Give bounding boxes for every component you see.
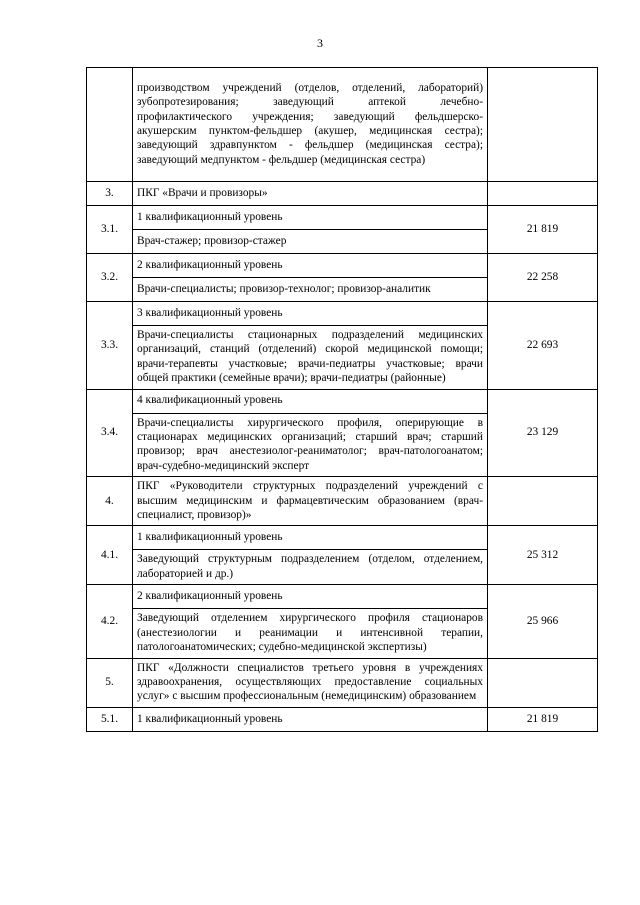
row-number-cell: 5.1.: [87, 707, 133, 731]
table-row: [87, 302, 598, 326]
table-row: [87, 206, 598, 230]
position-text-cell: Заведующий структурным подразделением (отделом, отделением, лабораторией и др.): [133, 550, 488, 585]
position-text-cell: Врачи-специалисты; провизор-технолог; провизор-аналитик: [133, 278, 488, 302]
table-row: [87, 526, 598, 550]
salary-cell: 23 129: [488, 389, 598, 477]
qualification-level-cell: 1 квалификационный уровень: [133, 707, 488, 731]
table-row: [87, 389, 598, 413]
qualification-level-cell: 1 квалификационный уровень: [133, 526, 488, 550]
position-text-cell: Врачи-специалисты стационарных подразделений медицинских организаций, станций (отделений) скорой медицинской помощи; врачи-терапевты участковые; врачи-педиатры участковые; врачи общей практики (семейные врачи); врачи-педиатры (районные): [133, 326, 488, 390]
table-row: [87, 477, 598, 526]
table-row: [87, 68, 598, 182]
salary-cell: [488, 477, 598, 526]
qualification-level-cell: 3 квалификационный уровень: [133, 302, 488, 326]
salary-cell: [488, 68, 598, 182]
salary-cell: [488, 658, 598, 707]
row-number-cell: 4.1.: [87, 526, 133, 585]
qualification-level-cell: 1 квалификационный уровень: [133, 206, 488, 230]
table-row: [87, 182, 598, 206]
salary-cell: 21 819: [488, 707, 598, 731]
row-number-cell: 3.: [87, 182, 133, 206]
salary-cell: 25 312: [488, 526, 598, 585]
position-text-cell: Врач-стажер; провизор-стажер: [133, 230, 488, 254]
row-number-cell: 3.3.: [87, 302, 133, 390]
group-title-cell: ПКГ «Врачи и провизоры»: [133, 182, 488, 206]
table-row: [87, 254, 598, 278]
position-text-cell: Заведующий отделением хирургического профиля стационаров (анестезиологии и реанимации и интенсивной терапии, патологоанатомических; судебно-медицинской экспертизы): [133, 609, 488, 658]
page-number: 3: [317, 36, 323, 50]
salary-table: [86, 67, 598, 732]
row-number-cell: 4.2.: [87, 585, 133, 658]
row-number-cell: 4.: [87, 477, 133, 526]
salary-cell: 22 693: [488, 302, 598, 390]
qualification-level-cell: 4 квалификационный уровень: [133, 389, 488, 413]
row-number-cell: 3.4.: [87, 389, 133, 477]
row-number-cell: [87, 68, 133, 182]
position-text-cell: производством учреждений (отделов, отделений, лабораторий) зубопротезирования; заведующий аптекой лечебно-профилактического учреждения; заведующий фельдшерско-акушерским пунктом-фельдшер (акушер, медицинская сестра); заведующий здравпунктом - фельдшер (медицинская сестра); заведующий медпунктом - фельдшер (медицинская сестра): [133, 68, 488, 182]
table-row: [87, 658, 598, 707]
salary-cell: 21 819: [488, 206, 598, 254]
table-row: [87, 707, 598, 731]
salary-cell: [488, 182, 598, 206]
group-title-cell: ПКГ «Руководители структурных подразделений учреждений с высшим медицинским и фармацевтическим образованием (врач-специалист, провизор)»: [133, 477, 488, 526]
salary-cell: 22 258: [488, 254, 598, 302]
table-row: [87, 585, 598, 609]
row-number-cell: 5.: [87, 658, 133, 707]
qualification-level-cell: 2 квалификационный уровень: [133, 254, 488, 278]
salary-cell: 25 966: [488, 585, 598, 658]
position-text-cell: Врачи-специалисты хирургического профиля, оперирующие в стационарах медицинских организаций; старший врач; старший провизор; врач анестезиолог-реаниматолог; врач-патологоанатом; врач-судебно-медицинский эксперт: [133, 413, 488, 477]
row-number-cell: 3.1.: [87, 206, 133, 254]
row-number-cell: 3.2.: [87, 254, 133, 302]
qualification-level-cell: 2 квалификационный уровень: [133, 585, 488, 609]
group-title-cell: ПКГ «Должности специалистов третьего уровня в учреждениях здравоохранения, осуществляющих предоставление социальных услуг» с высшим профессиональным (немедицинским) образованием: [133, 658, 488, 707]
